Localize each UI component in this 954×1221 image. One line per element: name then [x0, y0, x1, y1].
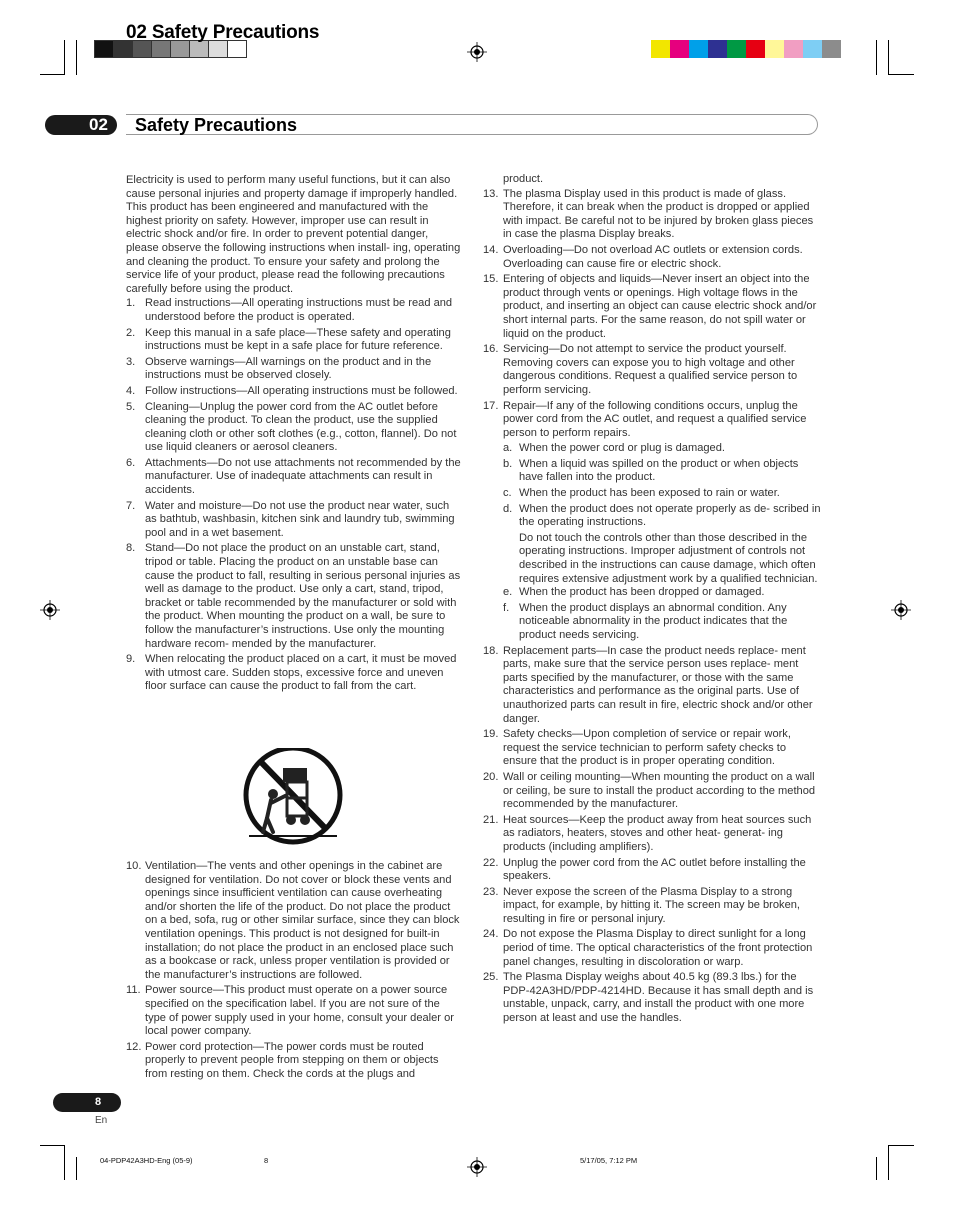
crop-mark: [40, 74, 65, 75]
print-header-title: 02 Safety Precautions: [126, 22, 320, 43]
crop-mark: [64, 40, 65, 75]
item-number: 10.: [126, 860, 142, 872]
item-number: 16.: [483, 343, 499, 356]
precaution-item: [483, 273, 821, 341]
registration-mark-icon: [467, 1157, 487, 1177]
item-number: c.: [503, 487, 512, 500]
item-number: 2.: [126, 326, 136, 339]
color-swatch: [727, 40, 746, 58]
precaution-list: [126, 297, 462, 694]
color-swatch: [784, 40, 803, 58]
item-number: f.: [503, 601, 510, 614]
crop-mark: [888, 40, 889, 75]
item-text: Observe warnings—All warnings on the product and in the instructions must be observed closely.: [145, 355, 432, 382]
precaution-item: [483, 188, 821, 242]
repair-d-note: Do not touch the controls other than those described in the operating instructions. Improper adjustment of controls not described in the instructions can cause damage, which often requires extensive adjustment work by a qualified technician.: [519, 531, 818, 585]
crop-mark: [876, 1157, 877, 1180]
item-text: Water and moisture—Do not use the product near water, such as bathtub, washbasin, kitchen sink and laundry tub, swimming pool and in a wet basement.: [145, 499, 455, 539]
item-number: 18.: [483, 644, 499, 657]
precaution-item: [126, 457, 462, 498]
item-text: Wall or ceiling mounting—When mounting the product on a wall or ceiling, be sure to install the product according to the method recommended by the manufacturer.: [503, 770, 816, 811]
item-text: Do not expose the Plasma Display to direct sunlight for a long period of time. The optical characteristics of the front protection panel changes, resulting in discoloration or warp.: [503, 928, 813, 968]
repair-condition-item: [503, 442, 821, 456]
precaution-item: [126, 860, 462, 982]
item-text: Power source—This product must operate on a power source specified on the specification label. If you are not sure of the type of power supply used in your home, consult your dealer or local power company.: [145, 984, 454, 1038]
item-text: Cleaning—Unplug the power cord from the AC outlet before cleaning the product. To clean the product, use the supplied cleaning cloth or other soft clothes (e.g., cotton, flannel). Do not use liquid cleaners or aerosol cleaners.: [145, 400, 457, 454]
precaution-item: [126, 401, 462, 455]
item-number: 24.: [483, 928, 499, 941]
item-number: 20.: [483, 770, 499, 783]
precaution-item: [126, 356, 462, 383]
crop-mark: [888, 74, 914, 75]
item-number: 13.: [483, 187, 499, 200]
item-number: 8.: [126, 542, 136, 555]
crop-mark: [76, 1157, 77, 1180]
item-text: Unplug the power cord from the AC outlet before installing the speakers.: [503, 856, 806, 883]
item-text: Read instructions—All operating instructions must be read and understood before the product is operated.: [145, 297, 453, 323]
precaution-item: [483, 400, 821, 441]
right-column: [483, 173, 821, 1028]
item-text: When the product has been exposed to rain or water.: [519, 487, 780, 500]
precaution-item: [483, 971, 821, 1025]
repair-condition-item: [503, 602, 821, 643]
color-swatch: [670, 40, 689, 58]
item-text: Replacement parts—In case the product needs replace- ment parts, make sure that the service person uses replace- ment parts specified by the manufacturer, or those with the same characteristics and performance as the original parts. Use of unauthorized parts can result in fire, electric shock and/or other danger.: [503, 644, 813, 725]
precaution-item: [483, 645, 821, 727]
repair-condition-item: [503, 586, 821, 600]
item-number: 9.: [126, 653, 136, 666]
section-title: Safety Precautions: [135, 115, 298, 135]
item-text: Servicing—Do not attempt to service the product yourself. Removing covers can expose you to high voltage and other dangerous conditions. Request a qualified service person to perform servicing.: [503, 343, 798, 396]
repair-condition-item: [503, 503, 821, 530]
precaution-item: [483, 886, 821, 927]
item-text: When the product has been dropped or damaged.: [519, 586, 765, 599]
item-text: Heat sources—Keep the product away from heat sources such as radiators, heaters, stoves and other heat- generat- ing products (including amplifiers).: [503, 813, 812, 853]
item-number: 14.: [483, 243, 499, 256]
crop-mark: [76, 40, 77, 75]
item-text: When the product displays an abnormal condition. Any noticeable abnormality in the product indicates that the product needs servicing.: [519, 601, 788, 641]
left-column-lower: [126, 860, 462, 1084]
precaution-item: [126, 984, 462, 1038]
page-number-badge: 8: [53, 1093, 121, 1112]
color-swatch: [803, 40, 822, 58]
precaution-item: [126, 1041, 462, 1082]
registration-mark-icon: [40, 600, 60, 620]
precaution-item: [483, 343, 821, 397]
registration-mark-icon: [467, 42, 487, 62]
color-swatch: [689, 40, 708, 58]
footer-date: 5/17/05, 7:12 PM: [580, 1156, 638, 1165]
item-text: Entering of objects and liquids—Never insert an object into the product through vents or openings. High voltage flows in the product, and inserting an object can cause electric shock and/or short internal parts. For the same reason, do not spill water or liquid on the product.: [503, 273, 817, 340]
item-text: Attachments—Do not use attachments not recommended by the manufacturer. Use of inadequate attachments can result in accidents.: [145, 456, 461, 497]
color-swatch: [746, 40, 765, 58]
precaution-list: [126, 860, 462, 1082]
item-number: b.: [503, 457, 513, 470]
item-text: When a liquid was spilled on the product or when objects have fallen into the product.: [519, 457, 799, 484]
footer-page: 8: [264, 1156, 269, 1165]
item-number: 3.: [126, 355, 136, 368]
precaution-list: [483, 645, 821, 1026]
item-number: 7.: [126, 499, 136, 512]
item-text: Never expose the screen of the Plasma Display to a strong impact, for example, by hitting it. The screen may be broken, resulting in fire or personal injury.: [503, 885, 801, 925]
item-number: 6.: [126, 456, 136, 469]
crop-mark: [888, 1145, 914, 1146]
item-number: 25.: [483, 971, 499, 984]
precaution-item: [483, 728, 821, 769]
item-text: When the product does not operate properly as de- scribed in the operating instructions.: [519, 502, 821, 529]
item-number: e.: [503, 586, 513, 599]
registration-mark-icon: [891, 600, 911, 620]
item-text: Follow instructions—All operating instructions must be followed.: [145, 384, 458, 397]
continuation-text: product.: [503, 173, 544, 185]
cart-warning-icon: [243, 748, 344, 846]
crop-mark: [888, 1145, 889, 1180]
precaution-item: [126, 385, 462, 399]
item-text: Repair—If any of the following conditions occurs, unplug the power cord from the AC outlet, and request a qualified service person to perform repairs.: [503, 399, 807, 439]
section-number-badge: 02: [45, 115, 117, 135]
color-swatch: [765, 40, 784, 58]
precaution-item: [483, 857, 821, 884]
item-number: d.: [503, 502, 513, 515]
precaution-item: [126, 542, 462, 651]
item-text: Overloading—Do not overload AC outlets or extension cords. Overloading can cause fire or electric shock.: [503, 243, 803, 270]
item-text: The Plasma Display weighs about 40.5 kg (89.3 lbs.) for the PDP-42A3HD/PDP-4214HD. Because it has small depth and is unstable, unpack, carry, and install the product with one more person at least and use the handles.: [503, 971, 814, 1025]
item-text: Power cord protection—The power cords must be routed properly to prevent people from stepping on them or objects from resting on them. Check the cords at the plugs and: [145, 1040, 439, 1080]
item-number: 19.: [483, 728, 499, 741]
crop-mark: [64, 1145, 65, 1180]
item-text: The plasma Display used in this product is made of glass. Therefore, it can break when the product is dropped or applied with impact. Be careful not to be injured by broken glass pieces in case the plasma Display breaks.: [503, 187, 814, 241]
item-number: 11.: [126, 984, 141, 997]
item-number: 1.: [126, 297, 136, 310]
item-text: Keep this manual in a safe place—These safety and operating instructions must be kept in a safe place for future reference.: [145, 326, 451, 353]
footer-filename: 04-PDP42A3HD-Eng (05-9): [100, 1156, 193, 1165]
precaution-item: [483, 244, 821, 271]
item-number: 22.: [483, 856, 499, 869]
color-swatch: [651, 40, 670, 58]
precaution-item: [483, 928, 821, 969]
precaution-list: [483, 188, 821, 441]
item-text: Safety checks—Upon completion of service or repair work, request the service technician to perform safety checks to ensure that the product is in proper operating condition.: [503, 728, 791, 768]
item-text: Ventilation—The vents and other openings in the cabinet are designed for ventilation. Do not cover or block these vents and openings since insufficient ventilation can cause overheating and/or shorten the life of the product. Do not place the product on a bed, sofa, rug or other similar surface, since they can block ventilation openings. This product is not designed for built-in installation; do not place the product in an enclosed place such as a bookcase or rack, unless proper ventilation is provided or the manufacturer’s instructions are followed.: [145, 860, 460, 981]
item-text: When relocating the product placed on a cart, it must be moved with utmost care. Sudden stops, excessive force and uneven floor surface can cause the product to fall from the cart.: [145, 653, 457, 693]
color-bar: [651, 40, 841, 58]
greyscale-swatch: [94, 40, 114, 58]
item-number: 21.: [483, 813, 499, 826]
precaution-item: [483, 771, 821, 812]
item-number: 5.: [126, 400, 136, 413]
item-text: When the power cord or plug is damaged.: [519, 442, 725, 455]
item-number: a.: [503, 442, 513, 455]
left-column: [126, 174, 462, 696]
language-label: En: [95, 1115, 108, 1126]
item-number: 12.: [126, 1040, 142, 1053]
item-number: 17.: [483, 399, 499, 412]
precaution-item: [126, 500, 462, 541]
repair-conditions: [483, 442, 821, 642]
color-swatch: [822, 40, 841, 58]
precaution-item: [126, 297, 462, 324]
precaution-item: [126, 327, 462, 354]
item-number: 23.: [483, 885, 499, 898]
repair-condition-item: [503, 487, 821, 501]
item-text: Stand—Do not place the product on an unstable cart, stand, tripod or table. Placing the product on an unstable base can cause the product to fall, resulting in serious personal injuries as well as damage to the product. Use only a cart, stand, tripod, bracket or table recommended by the manufacturer or sold with the product. When mounting the product on a wall, be sure to follow the manufacturer’s instructions. Use only the mounting hardware recom- mended by the manufacturer.: [145, 542, 461, 650]
color-swatch: [708, 40, 727, 58]
repair-condition-item: [503, 458, 821, 485]
precaution-item: [126, 653, 462, 694]
intro-paragraph: Electricity is used to perform many useful functions, but it can also cause personal injuries and property damage if improperly handled. This product has been engineered and manufactured with the highest priority on safety. However, improper use can result in electric shock and/or fire. In order to prevent potential danger, please observe the following instructions when install- ing, operating and cleaning the product. To ensure your safety and prolong the service life of your product, please read the following precautions carefully before using the product.: [126, 174, 461, 295]
item-number: 4.: [126, 384, 136, 397]
crop-mark: [40, 1145, 65, 1146]
crop-mark: [876, 40, 877, 75]
precaution-item: [483, 814, 821, 855]
item-number: 15.: [483, 273, 499, 286]
